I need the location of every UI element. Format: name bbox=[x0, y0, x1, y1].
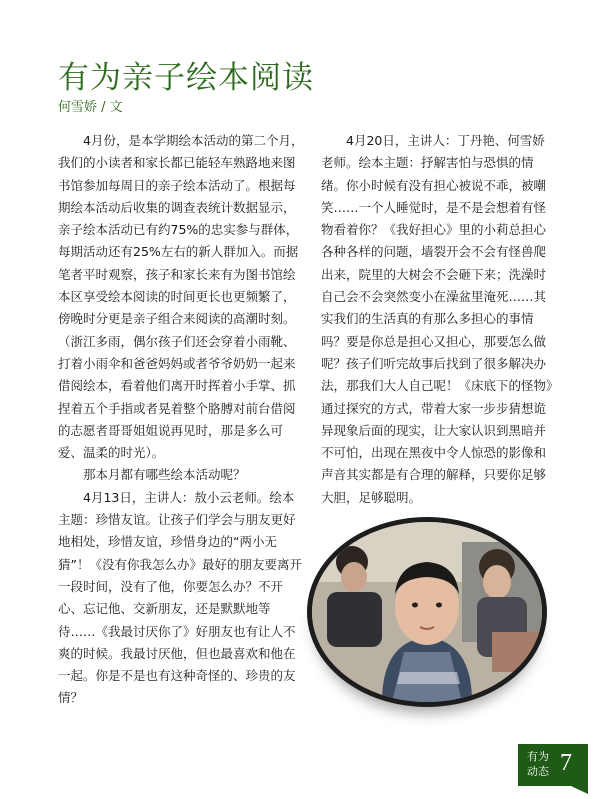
page-number: 7 bbox=[560, 750, 572, 776]
article-title: 有为亲子绘本阅读 bbox=[58, 60, 314, 96]
footer-section-tab bbox=[518, 744, 588, 786]
child-reading-photo bbox=[307, 517, 547, 707]
article-author: 何雪娇 / 文 bbox=[58, 100, 123, 115]
paragraph-intro: 4月份，是本学期绘本活动的第二个月，我们的小读者和家长都已能轻车熟路地来图书馆参加每周日的亲子绘本活动了。根据每期绘本活动后收集的调查表统计数据显示，亲子绘本活动已有约75%的忠实参与群体，每期活动还有25%左右的新人群加入。而据笔者平时观察，孩子和家长来有为图书馆绘本区享受绘本阅读的时间更长也更频繁了，傍晚时分更是亲子组合来阅读的高潮时刻。（浙江多雨，偶尔孩子们还会穿着小雨靴、打着小雨伞和爸爸妈妈或者爷爷奶奶一起来借阅绘本，看着他们离开时挥着小手掌、抓捏着五个手指或者晃着整个胳膊对前台借阅的志愿者哥哥姐姐说再见时，那是多么可爱、温柔的时光）。 bbox=[58, 133, 304, 461]
footer-section-label: 有为动态 bbox=[527, 750, 549, 778]
left-text-column bbox=[58, 130, 304, 710]
paragraph-april-20: 4月20日，主讲人：丁丹艳、何雪娇老师。绘本主题：抒解害怕与恐惧的情绪。你小时候有没有担心被说不乖，被嘲笑……一个人睡觉时，是不是会想着有怪物看着你？《我好担心》里的小莉总担心各种各样的问题，墙裂开会不会有怪兽爬出来，院里的大树会不会砸下来；洗澡时自己会不会突然变小在澡盆里淹死……其实我们的生活真的有那么多担心的事情吗？要是你总是担心又担心，那要怎么做呢？孩子们听完故事后找到了很多解决办法，那我们大人自己呢！《床底下的怪物》通过探究的方式，带着大家一步步猜想诡异现象后面的现实，让大家认识到黑暗并不可怕，出现在黑夜中令人惊恐的影像和声音其实都是有合理的解释，只要你足够大胆，足够聪明。 bbox=[321, 133, 553, 505]
paragraph-question: 那本月都有哪些绘本活动呢？ bbox=[83, 467, 246, 483]
right-text-column bbox=[321, 130, 557, 509]
paragraph-april-13: 4月13日，主讲人：敖小云老师。绘本主题：珍惜友谊。让孩子们学会与朋友更好地相处，珍惜友谊，珍惜身边的“两小无猜”！《没有你我怎么办》最好的朋友要离开一段时间，没有了他，你要怎么办？不开心、忘记他、交新朋友，还是默默地等待……《我最讨厌你了》好朋友也有让人不爽的时候。我最讨厌他，但也最喜欢和他在一起。你是不是也有这种奇怪的、珍贵的友情？ bbox=[58, 489, 302, 706]
footer-tab-tail bbox=[571, 786, 588, 794]
